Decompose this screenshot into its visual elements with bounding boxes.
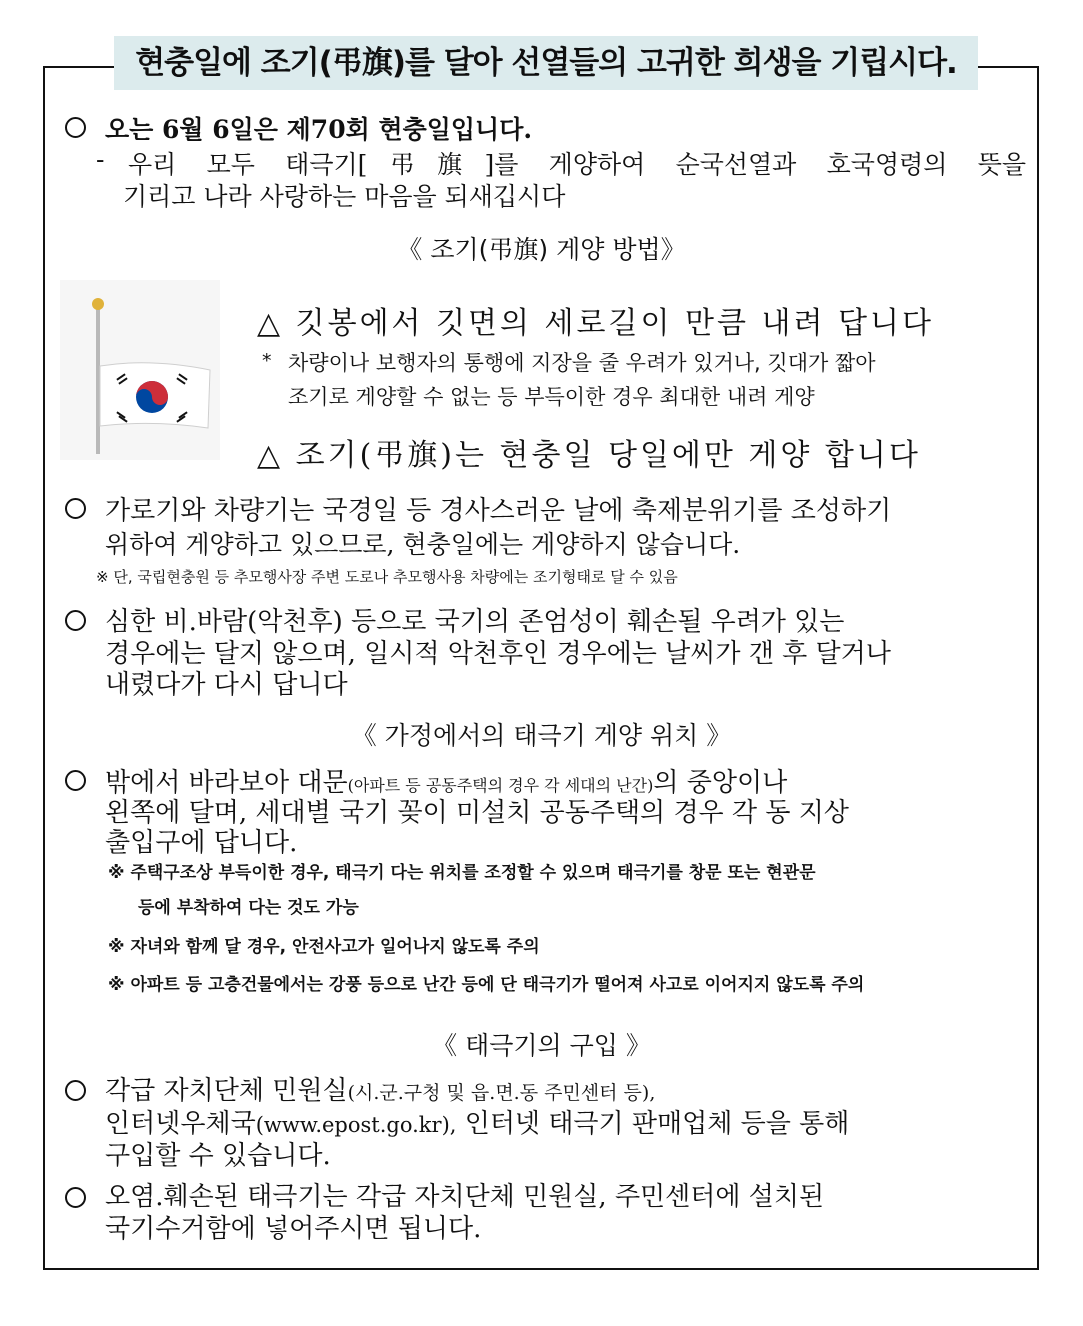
epost-link-text: (www.epost.go.kr), [255, 1113, 457, 1137]
method-item3-c: 내렸다가 다시 답니다 [105, 670, 348, 700]
purchase-item1-a [105, 1070, 655, 1107]
home-item1-b: 왼쪽에 달며, 세대별 국기 꽂이 미설치 공동주택의 경우 각 동 지상 [105, 798, 849, 828]
intro-line-1: 오는 6월 6일은 제70회 현충일입니다. [105, 115, 533, 144]
bullet-circle [65, 770, 86, 791]
method-item3-b: 경우에는 달지 않으며, 일시적 악천후인 경우에는 날씨가 갠 후 달거나 [105, 639, 891, 669]
home-item1-a1: 밖에서 바라보아 대문 [105, 768, 348, 798]
method-rule-1: △ 깃봉에서 깃면의 세로길이 만큼 내려 답니다 [257, 306, 934, 341]
bullet-circle [65, 610, 86, 631]
home-note-b: ※ 자녀와 함께 달 경우, 안전사고가 일어나지 않도록 주의 [108, 937, 540, 957]
page-title: 현충일에 조기(弔旗)를 달아 선열들의 고귀한 희생을 기립시다. [114, 36, 978, 90]
purchase-item2-a: 오염.훼손된 태극기는 각급 자치단체 민원실, 주민센터에 설치된 [105, 1182, 825, 1212]
purchase-item2-b: 국기수거함에 넣어주시면 됩니다. [105, 1214, 482, 1244]
home-item1-a2: (아파트 등 공동주택의 경우 각 세대의 난간) [347, 776, 654, 795]
purchase-item1-a2: (시.군.구청 및 읍.면.동 주민센터 등), [347, 1082, 656, 1104]
home-note-a2: 등에 부착하여 다는 것도 가능 [138, 898, 359, 918]
method-item2-b: 위하여 게양하고 있으므로, 현충일에는 게양하지 않습니다. [105, 530, 741, 559]
intro-dash: - [96, 145, 105, 174]
bullet-circle [65, 1187, 86, 1208]
method-item2-note: ※ 단, 국립현충원 등 추모행사장 주변 도로나 추모행사용 차량에는 조기형태로 달 수 있음 [96, 568, 678, 586]
section-heading-home: 《 가정에서의 태극기 게양 위치 》 [351, 721, 732, 750]
bullet-circle [65, 117, 86, 138]
purchase-item1-b1: 인터넷우체국 [105, 1109, 256, 1139]
purchase-item1-b3: 인터넷 태극기 판매업체 등을 통해 [464, 1109, 850, 1139]
home-note-a1: ※ 주택구조상 부득이한 경우, 태극기 다는 위치를 조정할 수 있으며 태극기를 창문 또는 현관문 [108, 863, 816, 883]
method-item2-a: 가로기와 차량기는 국경일 등 경사스러운 날에 축제분위기를 조성하기 [105, 496, 892, 526]
purchase-item1-c: 구입할 수 있습니다. [105, 1141, 331, 1171]
section-heading-purchase: 《 태극기의 구입 》 [432, 1031, 651, 1060]
method-rule-2: △ 조기(弔旗)는 현충일 당일에만 게양 합니다 [257, 438, 921, 473]
method-note-1b: 조기로 게양할 수 없는 등 부득이한 경우 최대한 내려 게양 [288, 385, 815, 409]
flagpole-finial [92, 298, 104, 310]
method-item3-a: 심한 비.바람(악천후) 등으로 국기의 존엄성이 훼손될 우려가 있는 [105, 607, 845, 637]
intro-line-2: 우리 모두 태극기[弔旗]를 게양하여 순국선열과 호국영령의 뜻을 [128, 150, 1026, 179]
bullet-circle [65, 498, 86, 519]
intro-line-3: 기리고 나라 사랑하는 마음을 되새깁시다 [123, 182, 566, 211]
home-note-c: ※ 아파트 등 고층건물에서는 강풍 등으로 난간 등에 단 태극기가 떨어져 사고로 이어지지 않도록 주의 [108, 975, 865, 995]
home-item1-c: 출입구에 답니다. [105, 828, 298, 858]
section-heading-method: 《 조기(弔旗) 게양 방법》 [397, 235, 686, 264]
flagpole [96, 304, 100, 454]
bullet-circle [65, 1080, 86, 1101]
method-note-1a: 차량이나 보행자의 통행에 지장을 줄 우려가 있거나, 깃대가 짧아 [288, 351, 876, 375]
half-mast-flag-illustration [60, 280, 220, 460]
note-star: * [262, 350, 272, 372]
purchase-item1-a1: 각급 자치단체 민원실 [105, 1076, 348, 1106]
home-item1-a3: 의 중앙이나 [653, 768, 788, 798]
